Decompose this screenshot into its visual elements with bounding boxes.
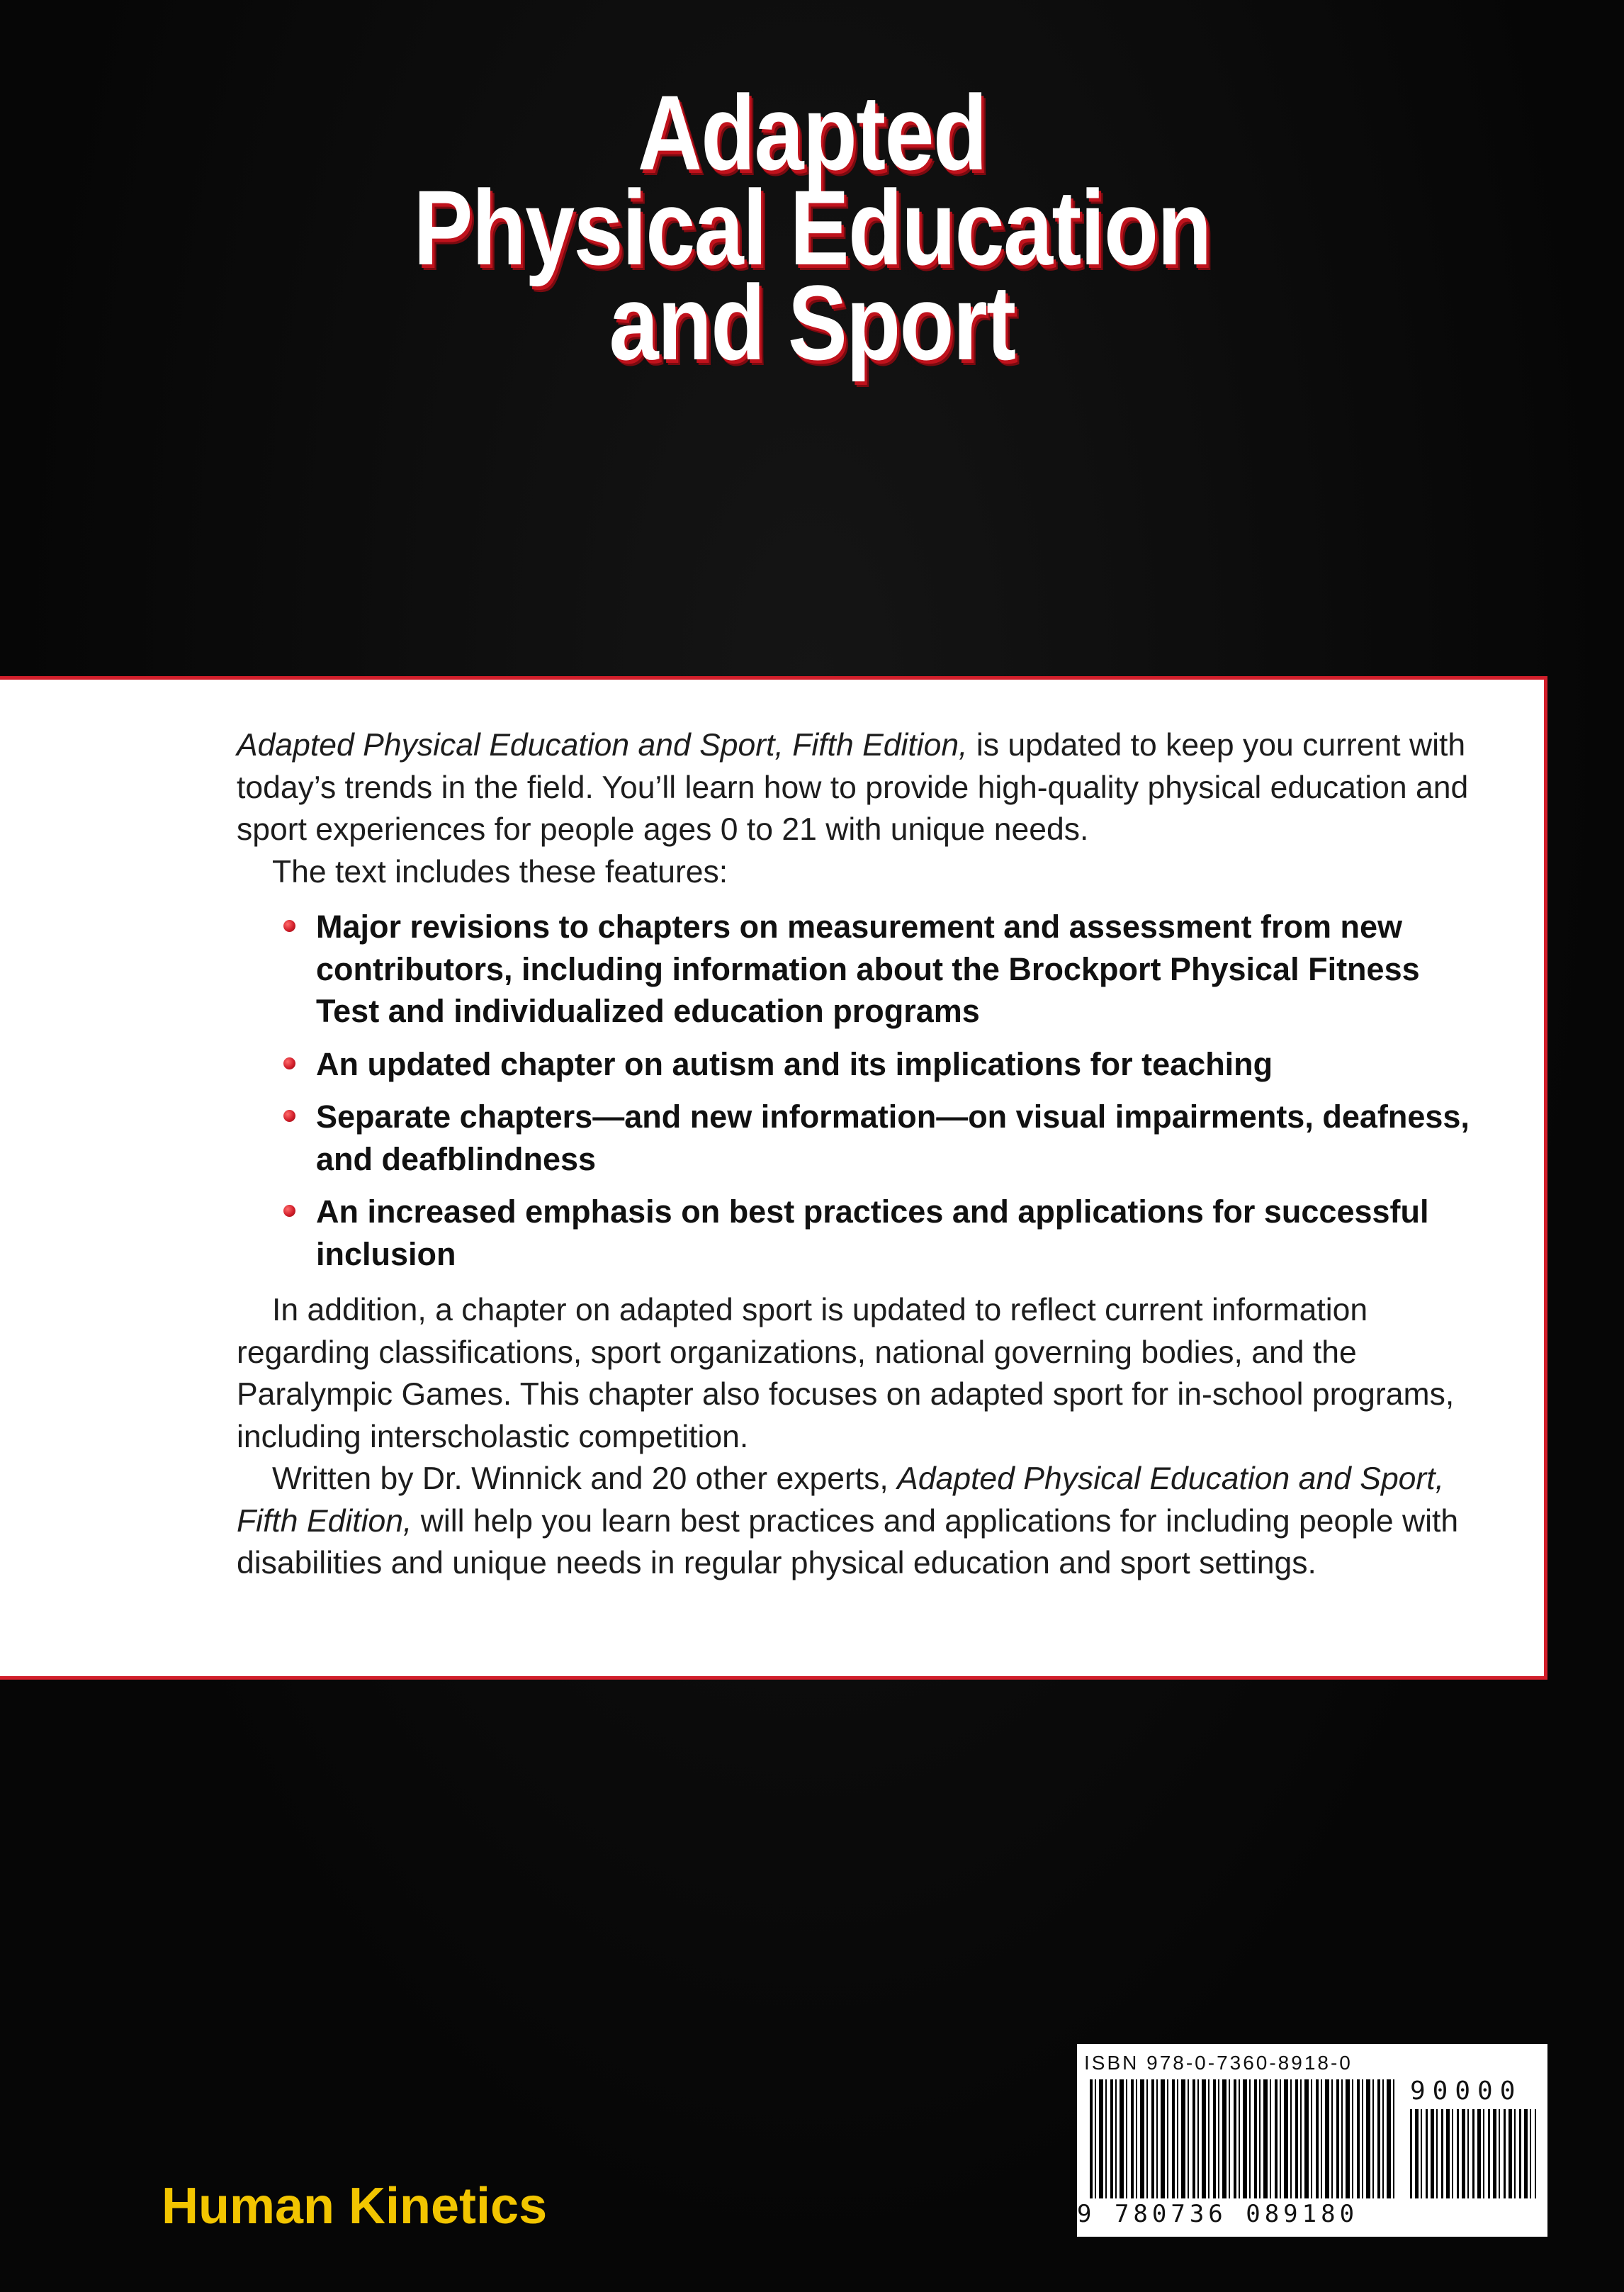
isbn-barcode (1077, 2044, 1547, 2237)
title-line-3: and Sport (609, 263, 1015, 382)
feature-item: Separate chapters—and new information—on visual impairments, deafness, and deafblindness (316, 1096, 1478, 1180)
barcode-digits: 9 780736 089180 (1077, 2200, 1403, 2228)
closing-after: will help you learn best practices and applications for including people with disabilities and unique needs in regular physical education and sport settings. (237, 1503, 1459, 1580)
feature-item: An updated chapter on autism and its implications for teaching (316, 1043, 1478, 1086)
barcode-addon-bars (1410, 2109, 1536, 2198)
feature-item: An increased emphasis on best practices and applications for successful inclusion (316, 1191, 1478, 1275)
barcode-bars (1090, 2079, 1396, 2198)
closing-book-title: Adapted Physical Education and Sport, Fifth Edition, (237, 1461, 1444, 1539)
title-line-2: Physical Education (413, 168, 1211, 287)
publisher-name: Human Kinetics (162, 2178, 548, 2235)
barcode-addon-number: 90000 (1410, 2077, 1523, 2106)
feature-item: Major revisions to chapters on measurement and assessment from new contributors, including information about the Brockport Physical Fitness Test and individualized education programs (316, 906, 1478, 1033)
book-title (130, 73, 1494, 382)
title-line-1: Adapted (637, 73, 987, 192)
intro-text: is updated to keep you current with today’s trends in the field. You’ll learn how to provide high-quality physical education and sport experiences for people ages 0 to 21 with unique needs. (237, 728, 1469, 847)
features-list (237, 906, 1478, 1275)
intro-paragraph (237, 724, 1478, 851)
closing-before: Written by Dr. Winnick and 20 other experts, (272, 1461, 898, 1496)
closing-paragraph (237, 1458, 1478, 1585)
isbn-label: ISBN 978-0-7360-8918-0 (1084, 2052, 1353, 2074)
description-text (237, 724, 1478, 1585)
addition-paragraph: In addition, a chapter on adapted sport is updated to reflect current information regarding classifications, sport organizations, national governing bodies, and the Paralympic Games. This chapter also focuses on adapted sport for in-school programs, including interscholastic competition. (237, 1293, 1455, 1454)
intro-book-title: Adapted Physical Education and Sport, Fifth Edition, (237, 728, 968, 763)
features-intro: The text includes these features: (272, 854, 728, 889)
